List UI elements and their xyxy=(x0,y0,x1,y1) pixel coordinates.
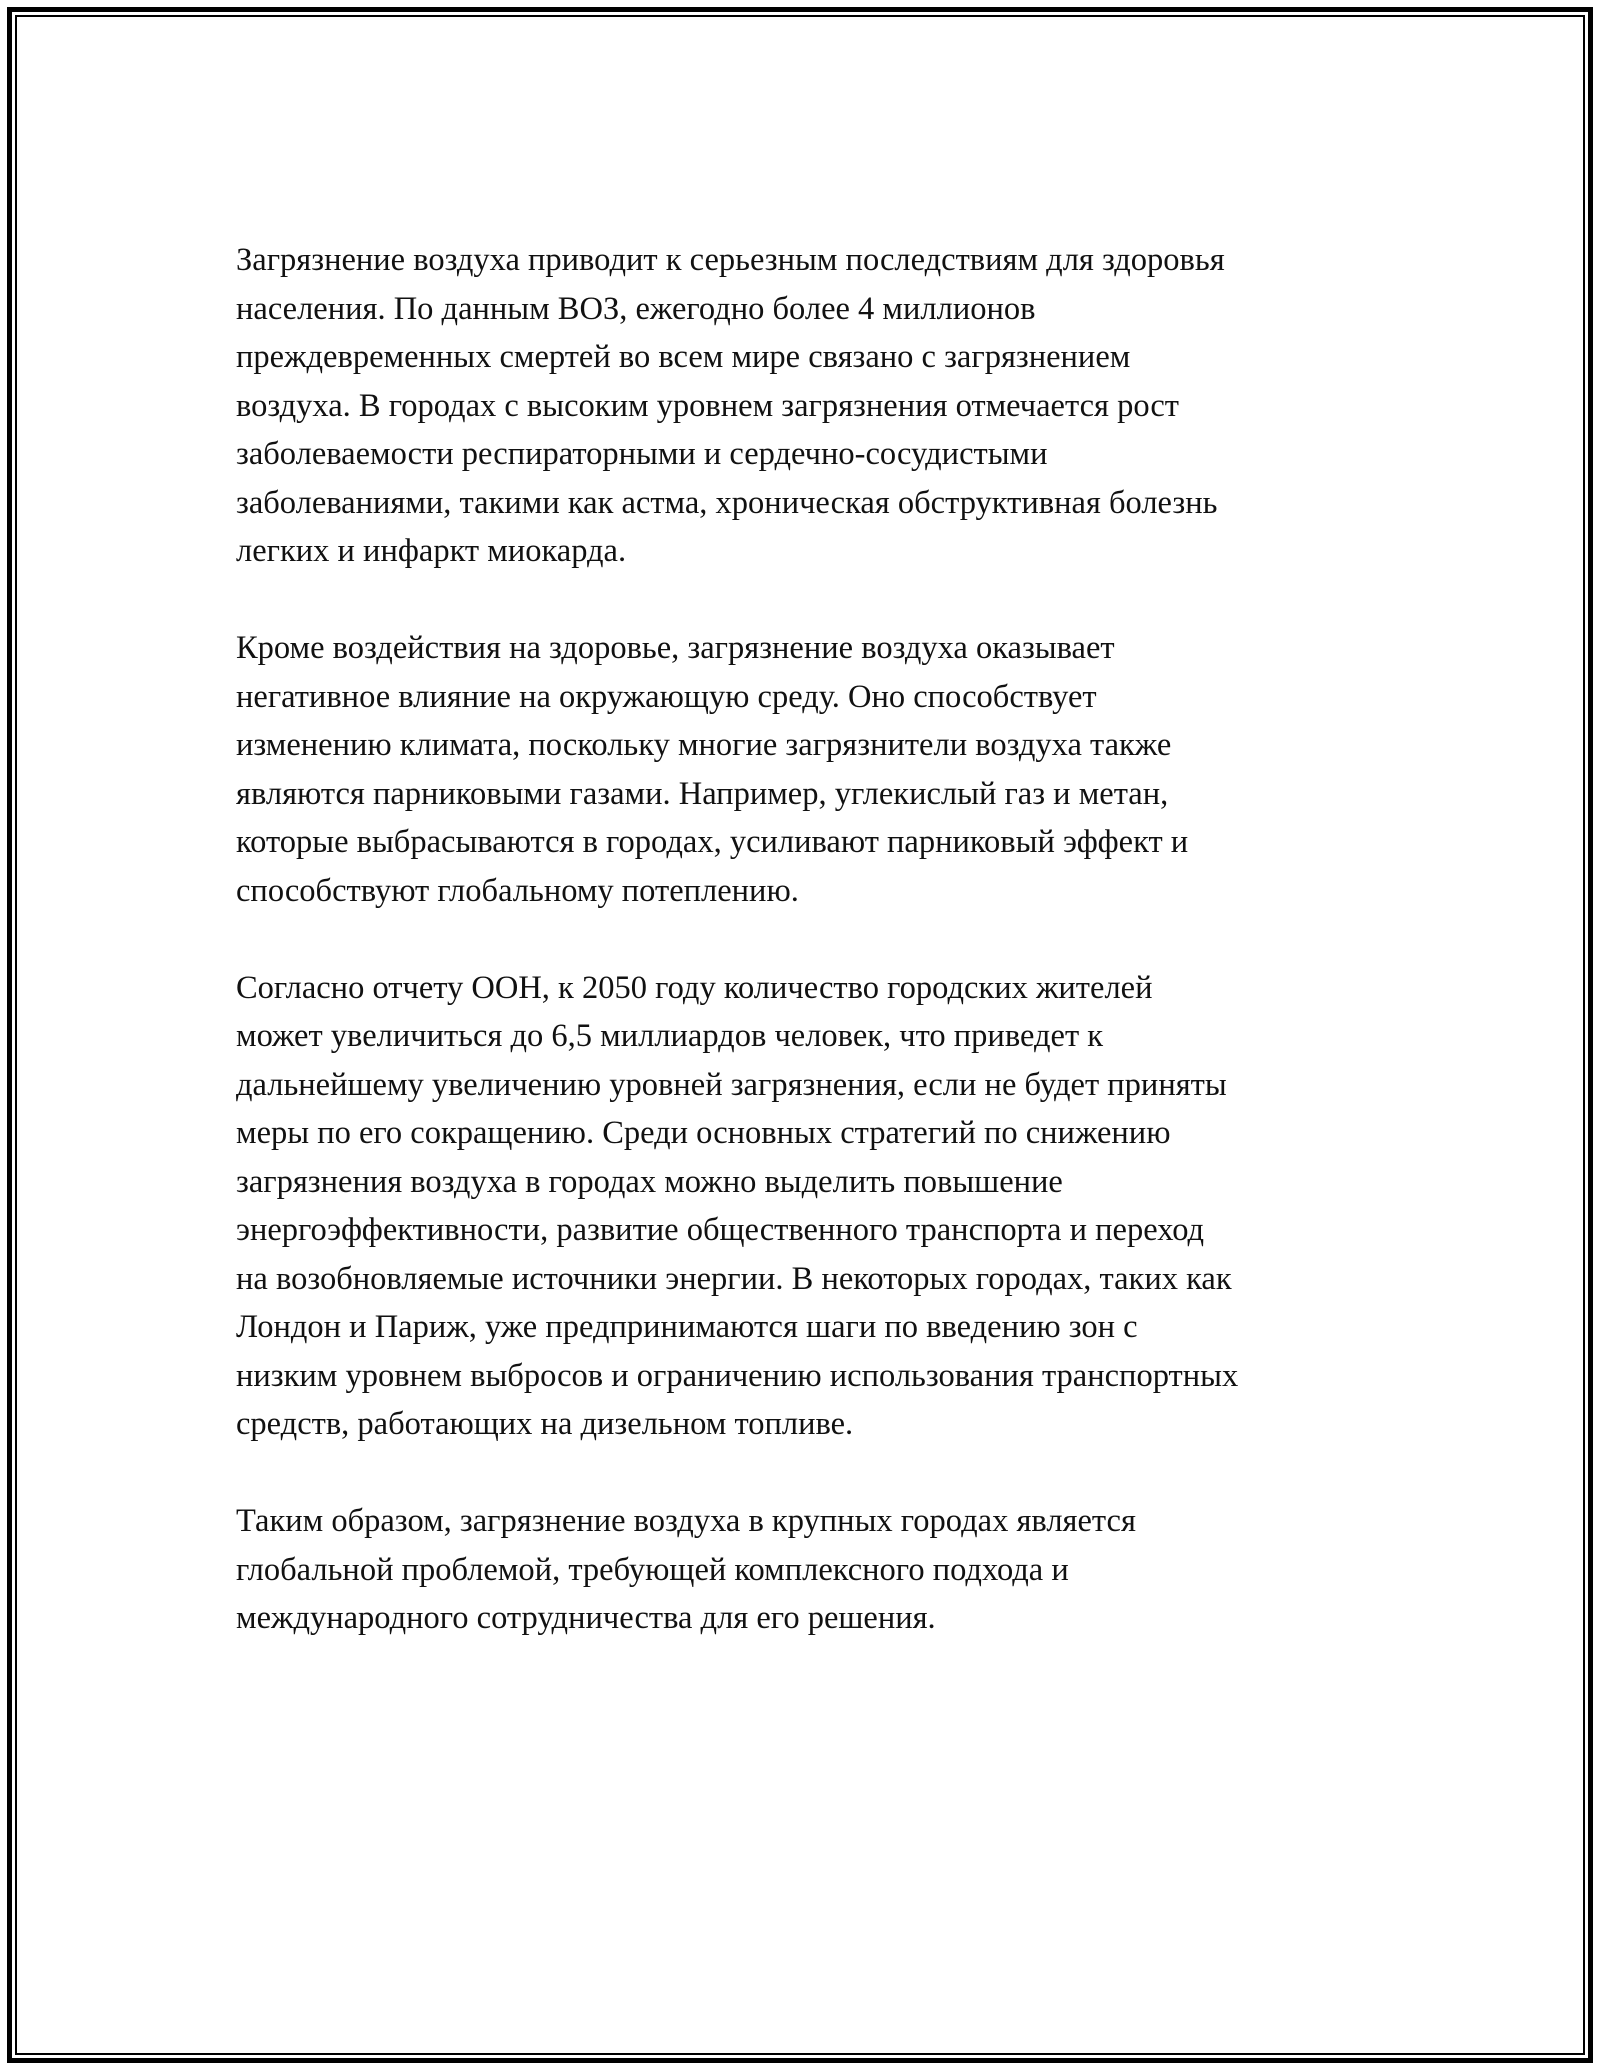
paragraph-health-effects: Загрязнение воздуха приводит к серьезным последствиям для здоровья населения. По данным ВОЗ, ежегодно более 4 миллионов преждевременных смертей во всем мире связано с загрязнением воздуха. В городах с высоким уровнем загрязнения отмечается рост заболеваемости респираторными и сердечно-сосудистыми заболеваниями, такими как астма, хроническая обструктивная болезнь легких и инфаркт миокарда. xyxy=(236,242,1225,569)
paragraph-un-report-strategies: Согласно отчету ООН, к 2050 году количество городских жителей может увеличиться до 6,5 миллиардов человек, что приведет к дальнейшему увеличению уровней загрязнения, если не будет приняты меры по его сокращению. Среди основных стратегий по снижению загрязнения воздуха в городах можно выделить повышение энергоэффективности, развитие общественного транспорта и переход на возобновляемые источники энергии. В некоторых городах, таких как Лондон и Париж, уже предпринимаются шаги по введению зон с низким уровнем выбросов и ограничению использования транспортных средств, работающих на дизельном топливе. xyxy=(236,969,1239,1442)
paragraph-conclusion: Таким образом, загрязнение воздуха в крупных городах является глобальной проблемой, требующей комплексного подхода и международного сотрудничества для его решения. xyxy=(236,1503,1136,1636)
document-body xyxy=(236,236,1386,1691)
paragraph-environment-effects: Кроме воздействия на здоровье, загрязнение воздуха оказывает негативное влияние на окружающую среду. Оно способствует изменению климата, поскольку многие загрязнители воздуха также являются парниковыми газами. Например, углекислый газ и метан, которые выбрасываются в городах, усиливают парниковый эффект и способствуют глобальному потеплению. xyxy=(236,630,1189,909)
